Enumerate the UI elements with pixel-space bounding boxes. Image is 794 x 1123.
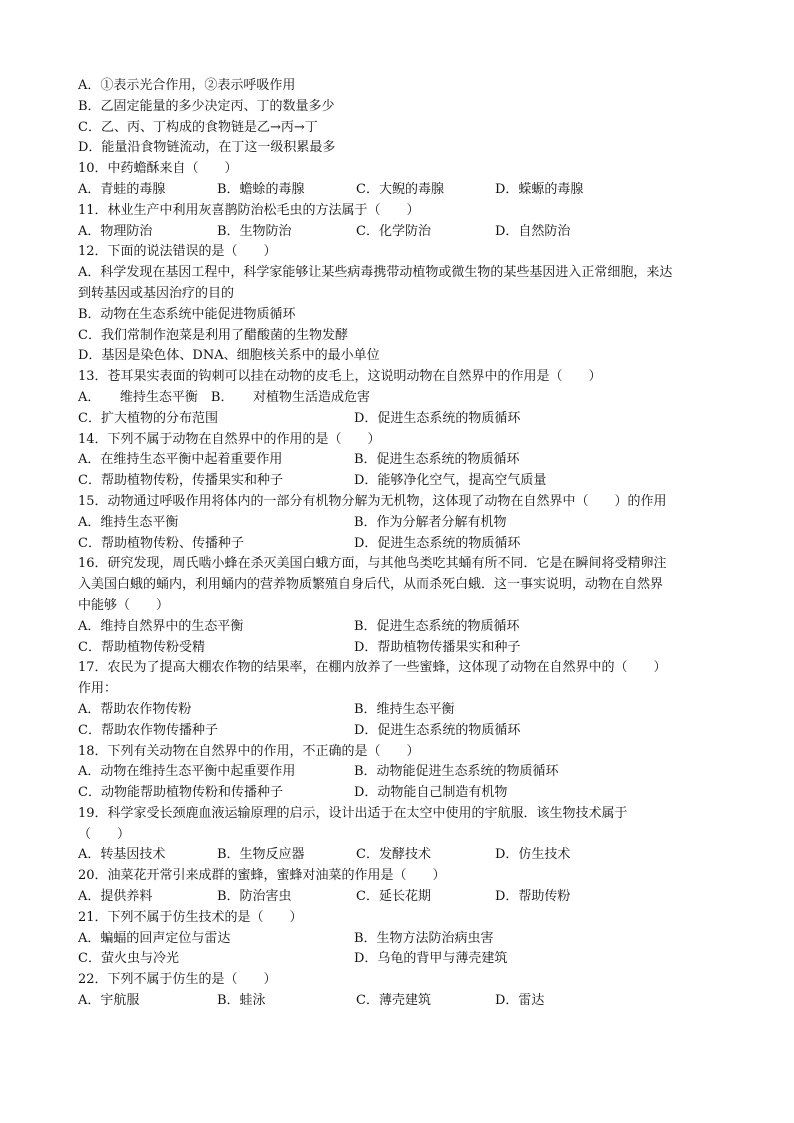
text-line: A．科学发现在基因工程中，科学家能够让某些病毒携带动植物或微生物的某些基因进入正常细胞，来达 bbox=[78, 265, 673, 281]
option-row bbox=[78, 991, 728, 1012]
answer-option: B．动物能促进生态系统的物质循环 bbox=[354, 764, 559, 780]
text-line: 20．油菜花开常引来成群的蜜蜂，蜜蜂对油菜的作用是（ ） bbox=[78, 868, 446, 884]
answer-option: C．扩大植物的分布范围 bbox=[78, 410, 218, 426]
text-line: 17．农民为了提高大棚农作物的结果率，在棚内放养了一些蜜蜂，这体现了动物在自然界中的（ ） bbox=[78, 660, 667, 676]
option-row bbox=[78, 638, 728, 659]
answer-option: B．促进生态系统的物质循环 bbox=[354, 618, 520, 634]
option-row bbox=[78, 617, 728, 638]
text-line: 16．研究发现，周氏啮小蜂在杀灭美国白蛾方面，与其他鸟类吃其蛹有所不同．它是在瞬间将受精卵注 bbox=[78, 556, 667, 572]
text-line: 15．动物通过呼吸作用将体内的一部分有机物分解为无机物，这体现了动物在自然界中（ ）的作用 bbox=[78, 493, 667, 509]
answer-option: A．青蛙的毒腺 bbox=[78, 181, 166, 197]
text-line: A．①表示光合作用，②表示呼吸作用 bbox=[78, 78, 296, 93]
answer-option: A．维持生态平衡 bbox=[78, 514, 179, 530]
answer-option: B．生物方法防治病虫害 bbox=[354, 930, 494, 946]
answer-option: A．物理防治 bbox=[78, 223, 153, 239]
question-list bbox=[78, 76, 728, 1012]
option-row bbox=[78, 180, 728, 201]
answer-option: C．动物能帮助植物传粉和传播种子 bbox=[78, 785, 283, 801]
option-row bbox=[78, 409, 728, 430]
answer-option: B．促进生态系统的物质循环 bbox=[354, 452, 520, 468]
answer-option: D．雷达 bbox=[495, 993, 545, 1009]
text-line: D．能量沿食物链流动，在丁这一级积累最多 bbox=[78, 140, 336, 156]
answer-option: A．提供养料 bbox=[78, 889, 153, 905]
answer-option: A．在维持生态平衡中起着重要作用 bbox=[78, 452, 283, 468]
answer-option: D．促进生态系统的物质循环 bbox=[354, 410, 521, 426]
text-line: B．动物在生态系统中能促进物质循环 bbox=[78, 306, 296, 322]
option-row bbox=[78, 929, 728, 950]
answer-option: D．动物能自己制造有机物 bbox=[354, 785, 508, 801]
answer-option: B．作为分解者分解有机物 bbox=[354, 514, 507, 530]
answer-option: B．生物反应器 bbox=[217, 847, 305, 863]
text-line: 11．林业生产中利用灰喜鹊防治松毛虫的方法属于（ ） bbox=[78, 202, 420, 218]
option-row bbox=[78, 534, 728, 555]
text-line: 10．中药蟾酥来自（ ） bbox=[78, 161, 238, 177]
option-row bbox=[78, 222, 728, 243]
answer-option: D．促进生态系统的物质循环 bbox=[354, 722, 521, 738]
option-row bbox=[78, 700, 728, 721]
text-line: 入美国白蛾的蛹内，利用蛹内的营养物质繁殖自身后代，从而杀死白蛾．这一事实说明，动物在自然界 bbox=[78, 577, 664, 593]
answer-option: B．蛙泳 bbox=[217, 993, 266, 1009]
option-row bbox=[78, 721, 728, 742]
text-line: （ ） bbox=[78, 826, 131, 842]
answer-option: C．帮助植物传粉受精 bbox=[78, 639, 205, 655]
option-row bbox=[78, 513, 728, 534]
text-line: C．乙、丙、丁构成的食物链是乙→丙→丁 bbox=[78, 119, 318, 135]
answer-option: D．帮助传粉 bbox=[495, 889, 571, 905]
text-line: 19．科学家受长颈鹿血液运输原理的启示，设计出适于在太空中使用的宇航服．该生物技术属于 bbox=[78, 805, 628, 821]
option-row bbox=[78, 887, 728, 908]
answer-option: D．乌龟的背甲与薄壳建筑 bbox=[354, 951, 508, 967]
answer-option: B．防治害虫 bbox=[217, 889, 292, 905]
answer-option: B．维持生态平衡 bbox=[354, 701, 455, 717]
answer-option: D．帮助植物传播果实和种子 bbox=[354, 639, 521, 655]
text-line: A． 维持生态平衡 B． 对植物生活造成危害 bbox=[78, 389, 370, 405]
answer-option: D．能够净化空气，提高空气质量 bbox=[354, 473, 547, 489]
answer-option: A．转基因技术 bbox=[78, 847, 166, 863]
answer-option: A．蝙蝠的回声定位与雷达 bbox=[78, 930, 231, 946]
answer-option: D．促进生态系统的物质循环 bbox=[354, 535, 521, 551]
text-line: 13．苍耳果实表面的钩刺可以挂在动物的皮毛上，这说明动物在自然界中的作用是（ ） bbox=[78, 369, 602, 385]
answer-option: B．生物防治 bbox=[217, 223, 292, 239]
answer-option: A．维持自然界中的生态平衡 bbox=[78, 618, 244, 634]
answer-option: D．蝾螈的毒腺 bbox=[495, 181, 584, 197]
text-line: 14．下列不属于动物在自然界中的作用的是（ ） bbox=[78, 431, 381, 447]
answer-option: A．动物在维持生态平衡中起重要作用 bbox=[78, 764, 296, 780]
option-row bbox=[78, 845, 728, 866]
text-line: D．基因是染色体、DNA、细胞核关系中的最小单位 bbox=[78, 348, 380, 364]
text-line: 作用： bbox=[78, 681, 118, 697]
text-line: 22．下列不属于仿生的是（ ） bbox=[78, 972, 277, 988]
option-row bbox=[78, 762, 728, 783]
text-line: C．我们常制作泡菜是利用了醋酸菌的生物发酵 bbox=[78, 327, 348, 343]
text-line: B．乙固定能量的多少决定丙、丁的数量多少 bbox=[78, 98, 335, 114]
answer-option: C．薄壳建筑 bbox=[356, 993, 431, 1009]
answer-option: A．宇航服 bbox=[78, 993, 140, 1009]
answer-option: C．化学防治 bbox=[356, 223, 431, 239]
answer-option: C．大鲵的毒腺 bbox=[356, 181, 444, 197]
option-row bbox=[78, 471, 728, 492]
option-row bbox=[78, 949, 728, 970]
answer-option: C．帮助农作物传播种子 bbox=[78, 722, 218, 738]
answer-option: C．发酵技术 bbox=[356, 847, 431, 863]
answer-option: C．帮助植物传粉、传播种子 bbox=[78, 535, 244, 551]
answer-option: C．延长花期 bbox=[356, 889, 431, 905]
answer-option: D．自然防治 bbox=[495, 223, 571, 239]
text-line: 12．下面的说法错误的是（ ） bbox=[78, 244, 277, 260]
option-row bbox=[78, 450, 728, 471]
text-line: 到转基因或基因治疗的目的 bbox=[78, 285, 235, 301]
answer-option: D．仿生技术 bbox=[495, 847, 571, 863]
answer-option: A．帮助农作物传粉 bbox=[78, 701, 192, 717]
text-line: 中能够（ ） bbox=[78, 597, 170, 613]
answer-option: C．萤火虫与冷光 bbox=[78, 951, 179, 967]
answer-option: B．蟾蜍的毒腺 bbox=[217, 181, 305, 197]
text-line: 21．下列不属于仿生技术的是（ ） bbox=[78, 909, 303, 925]
answer-option: C．帮助植物传粉，传播果实和种子 bbox=[78, 473, 283, 489]
text-line: 18．下列有关动物在自然界中的作用，不正确的是（ ） bbox=[78, 743, 420, 759]
option-row bbox=[78, 783, 728, 804]
